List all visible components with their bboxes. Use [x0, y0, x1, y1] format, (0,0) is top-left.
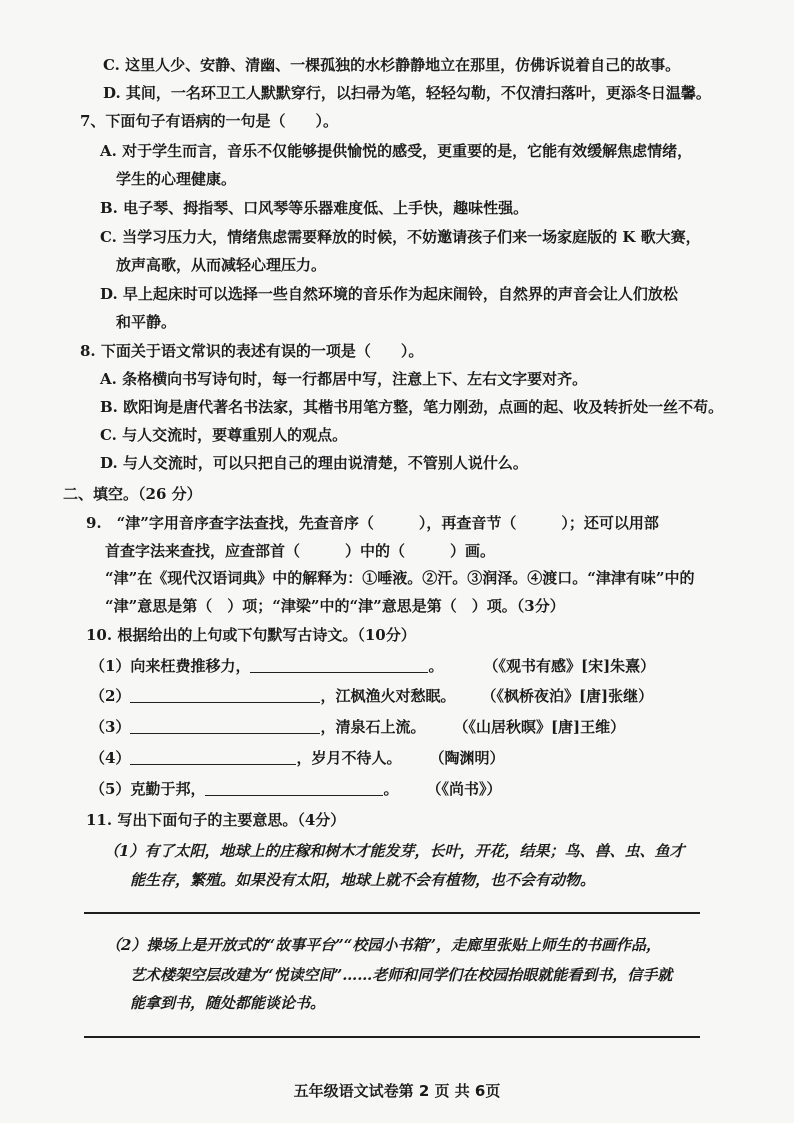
q10-item-3: [90, 717, 625, 737]
q10-item-4-source: （陶渊明）: [429, 749, 505, 767]
q11-passage-1-line1: （1）有了太阳，地球上的庄稼和树木才能发芽，长叶，开花，结果；鸟、兽、虫、鱼才: [104, 842, 685, 860]
q10-item-5-post: 。: [383, 780, 399, 798]
q6-option-c: C. 这里人少、安静、清幽、一棵孤独的水杉静静地立在那里，仿佛诉说着自己的故事。: [103, 56, 681, 74]
q11-stem: 11. 写出下面句子的主要意思。（4分）: [86, 811, 346, 829]
q7-option-d-line2: 和平静。: [116, 313, 177, 331]
q9-line4: “津”意思是第（ ）项；“津梁”中的“津”意思是第（ ）项。（3分）: [105, 597, 565, 615]
q9-line3: “津”在《现代汉语词典》中的解释为：①唾液。②汗。③润泽。④渡口。“津津有味”中的: [105, 569, 695, 587]
q10-item-4: [90, 748, 504, 768]
q7-option-a-line2: 学生的心理健康。: [116, 170, 237, 188]
q10-item-3-post: ，清泉石上流。: [320, 718, 426, 736]
page-footer: 五年级语文试卷第 2 页 共 6页: [293, 1082, 501, 1100]
q11-passage-2-line1: （2）操场上是开放式的“故事平台”“校园小书箱”，走廊里张贴上师生的书画作品，: [106, 936, 661, 954]
q10-item-5-source: （《尚书》）: [426, 780, 502, 798]
q10-item-4-pre: （4）: [90, 749, 131, 767]
q8-option-d: D. 与人交流时，可以只把自己的理由说清楚，不管别人说什么。: [100, 454, 528, 472]
q7-option-a-line1: A. 对于学生而言，音乐不仅能够提供愉悦的感受，更重要的是，它能有效缓解焦虑情绪，: [100, 142, 693, 160]
q7-option-d-line1: D. 早上起床时可以选择一些自然环境的音乐作为起床闹铃，自然界的声音会让人们放松: [100, 285, 678, 303]
q7-option-c-line1: C. 当学习压力大，情绪焦虑需要释放的时候，不妨邀请孩子们来一场家庭版的 K 歌大赛，: [100, 228, 701, 246]
q8-option-a: A. 条格横向书写诗句时，每一行都居中写，注意上下、左右文字要对齐。: [100, 370, 588, 388]
q8-option-b: B. 欧阳询是唐代著名书法家，其楷书用笔方整，笔力刚劲，点画的起、收及转折处一丝不苟。: [100, 398, 724, 416]
q10-item-1: [90, 656, 655, 676]
q10-item-3-pre: （3）: [90, 718, 131, 736]
q11-answer-line-2[interactable]: [84, 1036, 700, 1038]
q10-item-2-source: （《枫桥夜泊》[唐]张继）: [481, 687, 654, 705]
q11-passage-2-line3: 能拿到书，随处都能谈论书。: [130, 994, 326, 1012]
q11-passage-2-line2: 艺术楼架空层改建为“悦读空间”……老师和同学们在校园抬眼就能看到书，信手就: [130, 966, 673, 984]
q7-stem: 7、下面句子有语病的一句是（ ）。: [80, 112, 338, 130]
q11-passage-1-line2: 能生存，繁殖。如果没有太阳，地球上就不会有植物，也不会有动物。: [130, 871, 596, 889]
q8-option-c: C. 与人交流时，要尊重别人的观点。: [100, 426, 348, 444]
q10-item-4-post: ，岁月不待人。: [296, 749, 402, 767]
section-fill-blank-title: 二、填空。（26 分）: [63, 485, 202, 503]
q10-item-2-post: ，江枫渔火对愁眠。: [320, 687, 456, 705]
q10-item-2-blank[interactable]: [130, 688, 320, 703]
q10-item-2: [90, 686, 653, 706]
q10-item-1-blank[interactable]: [250, 658, 428, 673]
q10-item-3-source: （《山居秋暝》[唐]王维）: [453, 718, 626, 736]
q10-stem: 10. 根据给出的上句或下句默写古诗文。（10分）: [86, 626, 416, 644]
q10-item-5: [90, 779, 501, 799]
q10-item-4-blank[interactable]: [130, 750, 296, 765]
q7-option-b: B. 电子琴、拇指琴、口风琴等乐器难度低、上手快，趣味性强。: [100, 199, 529, 217]
q8-stem: 8. 下面关于语文常识的表述有误的一项是（ ）。: [80, 342, 424, 360]
q6-option-d: D. 其间，一名环卫工人默默穿行，以扫帚为笔，轻轻勾勒，不仅清扫落叶，更添冬日温馨。: [103, 84, 711, 102]
q11-answer-line-1[interactable]: [84, 912, 700, 914]
q10-item-1-post: 。: [428, 657, 444, 675]
q9-line1: 9. “津”字用音序查字法查找，先查音序（ ），再查音节（ ）；还可以用部: [86, 514, 659, 532]
q10-item-5-blank[interactable]: [205, 781, 383, 796]
q10-item-5-pre: （5）克勤于邦，: [90, 780, 206, 798]
q7-option-c-line2: 放声高歌，从而减轻心理压力。: [116, 256, 327, 274]
q10-item-2-pre: （2）: [90, 687, 131, 705]
q10-item-1-pre: （1）向来枉费推移力，: [90, 657, 251, 675]
q9-line2: 首查字法来查找，应查部首（ ）中的（ ）画。: [105, 542, 496, 560]
q10-item-3-blank[interactable]: [130, 719, 320, 734]
q10-item-1-source: （《观书有感》[宋]朱熹）: [483, 657, 656, 675]
